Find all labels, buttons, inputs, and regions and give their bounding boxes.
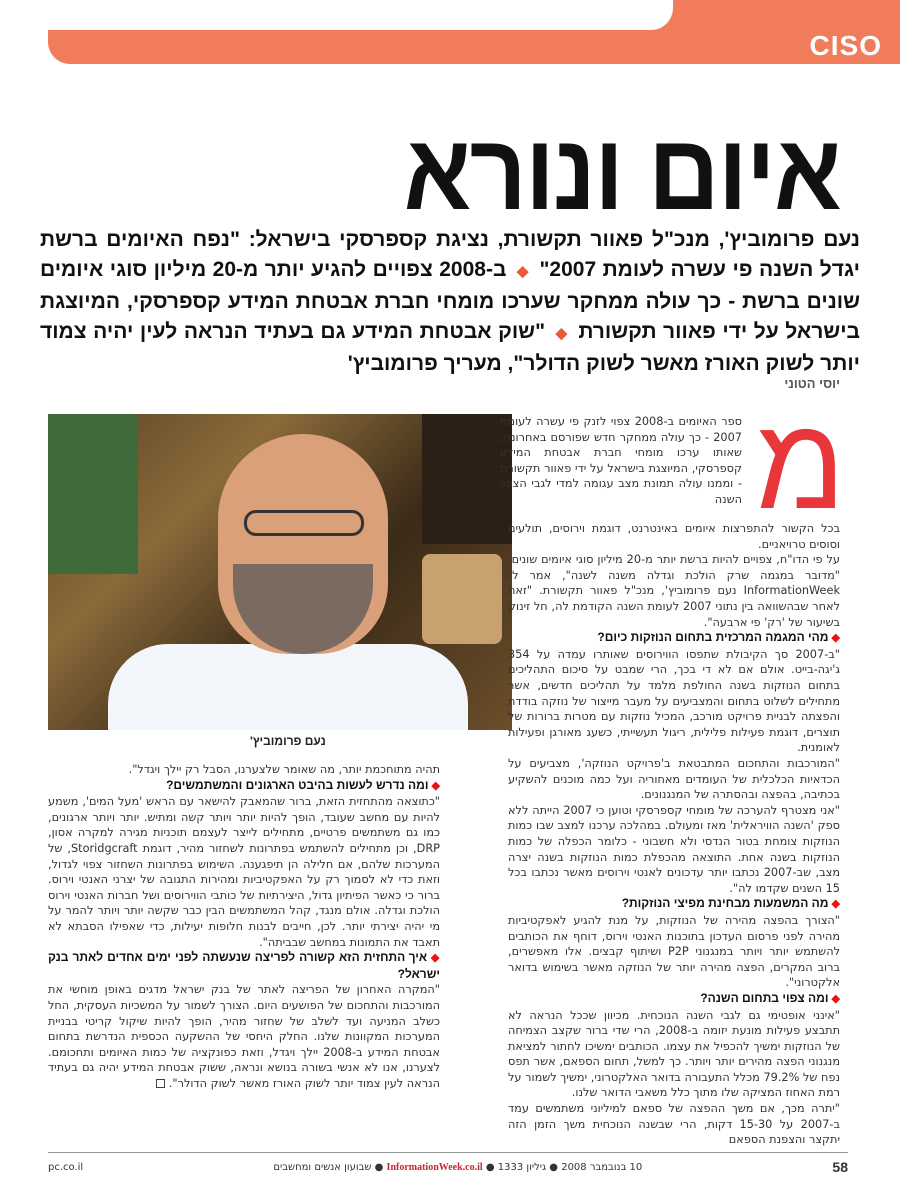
- article-paragraph: "אינני אופטימי גם לגבי השנה הנוכחית. מכיוון שככל הנראה לא תתבצע פעילות מונעת יזומה ב-2008, הרי שדי ברור שקצב הצמיחה של הנוזקות ימשיך להכפיל את עצמו. הכותבים ימשיכו לחתור למציאת מנגנוני הפצה מהירים יותר ויותר. כך למשל, תחום הספאם, אשר תפס נפח של 79.2% מכלל התעבורה בדואר האלקטרוני, ימשיך לשמור על רמת האחוז המציקה שלו מתוך כלל משאבי הדואר שלנו.: [508, 1008, 840, 1100]
- byline: יוסי הטוני: [784, 376, 840, 391]
- article-paragraph: על פי הדו"ח, צפויים להיות ברשת יותר מ-20 מיליון סוגי איומים שונים. "מדובר במגמה שרק הולכת וגדלה משנה לשנה", אמר ל-InformationWeek נעם פרומוביץ', מנכ"ל פאוור תקשורת. "זאת לאחר שבהשוואה בין נתוני 2007 לעומת השנה הקודמת לה, חל זינוק בשיעור של 'רק' פי ארבעה".: [508, 553, 841, 629]
- article-paragraph: "המורכבות והתחכום המתבטאת ב'פרויקט הנוזקה', מצביעים על הכדאיות הכלכלית של העומדים מאחוריה ועל כמה מוכנים להשקיע בכתיבה, בהפצה ובהסתרה של המנגנונים.: [508, 757, 840, 802]
- article-column-right-bottom: [508, 756, 840, 1148]
- intro-text: ספר האיומים ב-2008 צפוי לזנק פי עשרה לעומת 2007 - כך עולה ממחקר חדש שפורסם באחרונה, שאותו ערכו מומחי חברת אבטחת המידע קספרסקי, המיוצגת בישראל על ידי פאוור תקשורת - וממנו עולה תמונת מצב עגומה למדי לגבי הצפוי השנה: [500, 415, 742, 506]
- article-paragraph: "יתרה מכך, אם משך ההפצה של ספאם למיליוני משתמשים עמד ב-2007 על 15-30 דקות, הרי שבשנה הנוכחית משך הזמן הזה יתקצר והצפנת הספאם: [508, 1102, 840, 1147]
- lead-paragraph: [40, 225, 860, 379]
- article-paragraph: "ב-2007 סך הקיבולת שתפסו הווירוסים שאותרו עמדה על 354 ג'יגה-בייט. אולם אם לא די בכך, הרי שמבט על סיכום התהליכים בתחום הנוזקות בשנה החולפת מלמד על תהליכים חדשים, אשר מתחילים לשלוט בתחום והמצביעים על מעבר מייצור של נוזקה בודדת והפצתה לבניית פרויקט מורכב, המכיל נוזקות עם מטרות ברורות של תוצרים, דוגמת פעילות פלילית, ריגול תעשייתי, כשעג מאורגן ופעילות לאומנית.: [508, 647, 840, 755]
- article-paragraph: "אני מצטרף להערכה של מומחי קספרסקי וטוען כי 2007 הייתה ללא ספק 'השנה הוויראלית' מאז ומעולם. במהלכה ערכנו למצב שבו כמות הנוזקות צומחת בטור הנדסי ולא חשבוני - כלומר הכפלה של כמות הנוזקות בשנה אחת. התוצאה מהכפלת כמות הנוזקות בשנה יצרה מצב, שב-2007 נכתבו יותר עדכונים לאנטי וירוסים מאשר נכתבו בכל 15 השנים שקדמו לה".: [508, 803, 841, 895]
- top-band-notch: [48, 0, 673, 30]
- diamond-bullet-icon: ◆: [516, 263, 529, 280]
- interview-question: ◆ איך התחזית הזא קשורה לפריצה שנעשתה לפני ימים אחדים לאתר בנק ישראל?: [48, 950, 440, 982]
- article-intro: [500, 414, 840, 508]
- interview-question: ◆ מה המשמעות מבחינת מפיצי הנוזקות?: [508, 896, 840, 913]
- article-paragraph: "הצורך בהפצה מהירה של הנוזקות, על מנת להגיע לאפקטיביות מהירה לפני פרסום העדכון בתוכנות האנטי וירוס, דוחף את הכותבים להשתמש יותר ויותר במנגנוני P2P ושיתוף קבצים. אלו מאפשרים, ברוב המקרים, הפצה מהירה יותר של הנוזקה מאשר בשימוש בדואר אלקטרוני".: [508, 913, 840, 990]
- article-paragraph: "כתוצאה מהתחזית הזאת, ברור שהמאבק להישאר עם הראש 'מעל המים', משמע להיות עם מחשב שעובד, הופך להיות יותר ויותר קשה ומתיש. יותר ויותר ארגונים, כמו גם משתמשים פרטיים, מתחילים לייצר לעצמם תוכניות מגירה למקרה אסון, DRP, וכן מתחילים להשתמש בפתרונות לשחזור מהיר, דוגמת Storidgcraft, של המערכות שלהם, אם חלילה הן תיפגענה. השימוש בפתרונות השחזור צפוי לגדול, וזאת כדי לא לסמוך רק על האפקטיביות ומהירות התגובה של יצרני האנטי וירוס. ברור כי כאשר הפיתיון גדול, היצירתיות של כותבי הווירוסים ושל חברות האנטי וירוס הולכת וגדלה. אולם מנגד, קהל המשתמשים הבין כבר שקשה יותר ויותר להמר על מי יהיה יצירתי יותר. לכן, חייבים לבנות חלופות יעילות, כדי שאפילו הסבתא לא תאבד את התמונות במחשב שבביתה".: [48, 795, 440, 949]
- footer-issue: גיליון 1333: [497, 1161, 547, 1173]
- footer-meta: 10 בנובמבר 2008 ● גיליון 1333 ● InformationWeek.co.il ● שבועון אנשים ומחשבים: [273, 1161, 643, 1173]
- interview-question: ◆ ומה נדרש לעשות בהיבט הארגונים והמשתמשים?: [48, 778, 440, 795]
- lead-part-3: "שוק אבטחת המידע גם בעתיד הנראה לעין יהיה צמוד יותר לשוק האורז מאשר לשוק הדולר", מעריך פרומוביץ': [40, 320, 860, 375]
- article-paragraph: "המקרה האחרון של הפריצה לאתר של בנק ישראל מדגים באופן מוחשי את המורכבות והתחכום של הפושעים היום. הצורך לשמור על המשכיות העסקית, החל כשלב המניעה ועד לשלב של שחזור מהיר, הופך להיות שיקול קריטי בבניית המערכות המקוונות שלנו. החלק היחסי של ההשקעה הכספית הנדרשת בתחום אבטחת המידע ב-2008 יילך ויגדל, וזאת כפונקציה של כמות האיומים ותחכומם. לצערנו, אנו לא אנשי בשורה בנושא ונראה, ששוק אבטחת המידע יהיה גם בעתיד הנראה לעין צמוד יותר לשוק האורז מאשר לשוק הדולר".: [48, 983, 440, 1090]
- article-column-right: [508, 521, 840, 756]
- footer-site: pc.co.il: [48, 1161, 84, 1173]
- article-paragraph: בכל הקשור להתפרצות איומים באינטרנט, דוגמת וירוסים, תולעים וסוסים טרויאניים.: [508, 522, 840, 551]
- section-label: CISO: [809, 30, 882, 61]
- drop-cap: מ: [756, 390, 846, 536]
- interview-question: ◆ ומה צפוי בתחום השנה?: [508, 991, 840, 1008]
- lead-part-1: נעם פרומוביץ', מנכ"ל פאוור תקשורת, נציגת קספרסקי בישראל: "נפח האיומים ברשת יגדל השנה פי עשרה לעומת 2007": [40, 228, 860, 281]
- interview-question: ◆ מהי המגמה המרכזית בתחום הנוזקות כיום?: [508, 630, 840, 647]
- page-footer: [48, 1152, 848, 1175]
- footer-brand: InformationWeek.co.il: [386, 1161, 483, 1173]
- photo-caption: נעם פרומוביץ': [250, 734, 326, 748]
- page-number: 58: [832, 1159, 848, 1175]
- end-of-article-icon: [156, 1079, 165, 1088]
- lead-part-2: ב-2008 צפויים להגיע יותר מ-20 מיליון סוגי איומים שונים ברשת - כך עולה ממחקר שערכו מומחי חברת אבטחת המידע קספרסקי, המיוצגת בישראל על ידי פאוור תקשורת: [40, 258, 860, 343]
- article-paragraph: תהיה מתוחכמת יותר, מה שאומר שלצערנו, הסבל רק יילך ויגדל".: [128, 763, 440, 776]
- footer-date: 10 בנובמבר 2008: [561, 1161, 643, 1173]
- portrait-photo: [48, 414, 512, 730]
- diamond-bullet-icon: ◆: [555, 325, 568, 342]
- article-column-left: [48, 762, 440, 1091]
- footer-weekly: שבועון אנשים ומחשבים: [273, 1161, 372, 1173]
- headline: איום ונורא: [403, 111, 840, 232]
